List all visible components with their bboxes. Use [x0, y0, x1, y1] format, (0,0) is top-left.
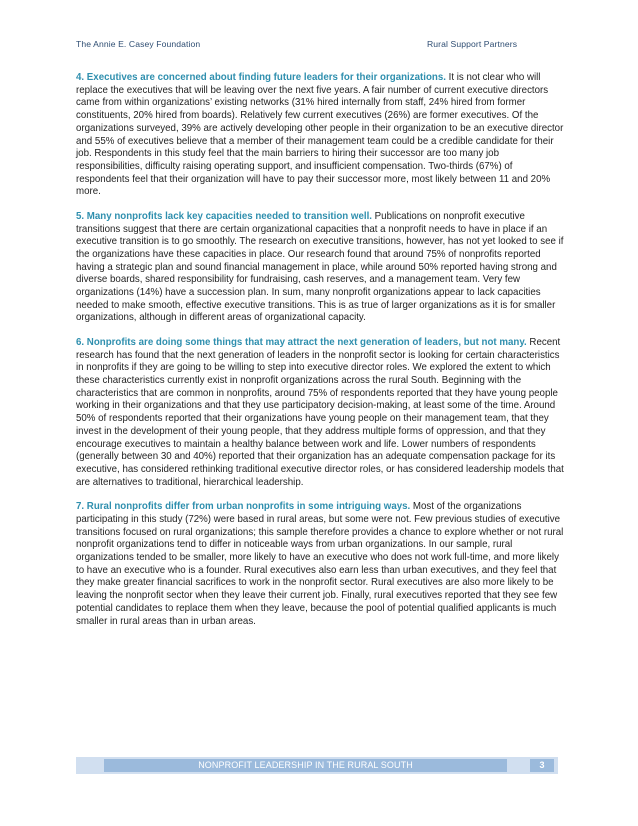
finding-4-body: It is not clear who will replace the executives that will be leaving over the next five years. A fair number of current executive directors came from within organizations’ existing networks (31% hired internally from staff, 24% hired from former constituents, 20% hired from boards). Relatively few current executives (26%) are former executives. Of the organizations surveyed, 39% are actively developing other people in their organization to be an executive director and 55% of executives believe that a member of their management team could be a credible candidate for their job. Respondents in this study feel that the main barriers to hiring their successor are too many job responsibilities, difficulty raising operating support, and insufficient compensation. Two-thirds (67%) of respondents feel that their organization will have to pay their successor more, most likely between 11 and 20% more. — [76, 72, 564, 198]
finding-6-paragraph — [76, 337, 564, 489]
finding-4-heading: 4. Executives are concerned about finding future leaders for their organizations — [76, 72, 444, 83]
finding-7-body: Most of the organizations participating in this study (72%) were based in rural areas, but some were not. Few previous studies of executive transitions focused on rural organizations; this sample therefore provides a chance to explore whether or not rural nonprofit organizations tend to differ in noticeable ways from urban organizations. In our sample, rural organizations tended to be smaller, more likely to have an executive who does not work full-time, and more likely to have an executive who is a founder. Rural executives also earn less than urban executives, and they feel that they make greater financial sacrifices to work in the nonprofit sector. Rural executives are also more likely to be leaving the nonprofit sector when they leave their current job. Finally, rural executives reported that they see few potential candidates to replace them when they leave, because the pool of potential qualified applicants is much smaller in rural areas than in urban areas. — [76, 501, 564, 627]
finding-5-heading: 5. Many nonprofits lack key capacities needed to transition well — [76, 210, 370, 222]
document-body — [76, 72, 564, 640]
finding-6-body: Recent research has found that the next generation of leaders in the nonprofit sector is looking for certain characteristics in nonprofits if they are going to be willing to step into executive director roles. We explored the extent to which these characteristics currently exist in nonprofit organizations across the rural South. Beginning with the characteristics that are common in nonprofits, around 75% of respondents reported that they have young people working in their organizations and that they use participatory decision-making, at least some of the time. Around 50% of respondents reported that their organizations have young people on their management team, that they invest in the development of their young people, that they address multiple forms of oppression, and that they encourage executives to maintain a healthy balance between work and life. Lower numbers of respondents (generally between 30 and 40%) reported that their organization has an adequate compensation package for its executive, has considered rethinking traditional executive director roles, or has considered leadership models that are alternatives to traditional, hierarchical leadership. — [76, 336, 564, 488]
finding-4-heading-period: . — [443, 72, 446, 83]
finding-7-paragraph — [76, 501, 564, 628]
header-left: The Annie E. Casey Foundation — [76, 39, 201, 49]
finding-7-heading: 7. Rural nonprofits differ from urban nonprofits in some intriguing ways — [76, 501, 408, 513]
finding-6-heading: 6. Nonprofits are doing some things that may attract the next generation of leaders, but not many — [76, 336, 525, 348]
header-right: Rural Support Partners — [427, 39, 518, 49]
page-number: 3 — [530, 759, 554, 772]
finding-5-body: Publications on nonprofit executive transitions suggest that there are certain organizational capacities that a nonprofit needs to have in place if an executive transition is to go smoothly. The research on executive transitions, however, has not yet looked to see if the organizations have these capacities in place. Our research found that around 75% of nonprofits reported having a strategic plan and sound financial management in place, while around 50% reported having strong and diverse boards, shared responsibility for fundraising, cash reserves, and a management team. Very few organizations (14%) have a succession plan. In sum, many nonprofit organizations appear to lack capacities needed to make smooth, effective executive transitions. This is as true of larger organizations as it is for smaller organizations, although in different areas of organizational capacity. — [76, 210, 564, 324]
finding-7-heading-period: . — [407, 501, 411, 513]
finding-5-heading-period: . — [369, 210, 372, 222]
footer-title: NONPROFIT LEADERSHIP IN THE RURAL SOUTH — [104, 759, 507, 772]
finding-5-paragraph — [76, 211, 564, 325]
finding-4-paragraph — [76, 72, 564, 199]
finding-6-heading-period: . — [524, 336, 527, 348]
